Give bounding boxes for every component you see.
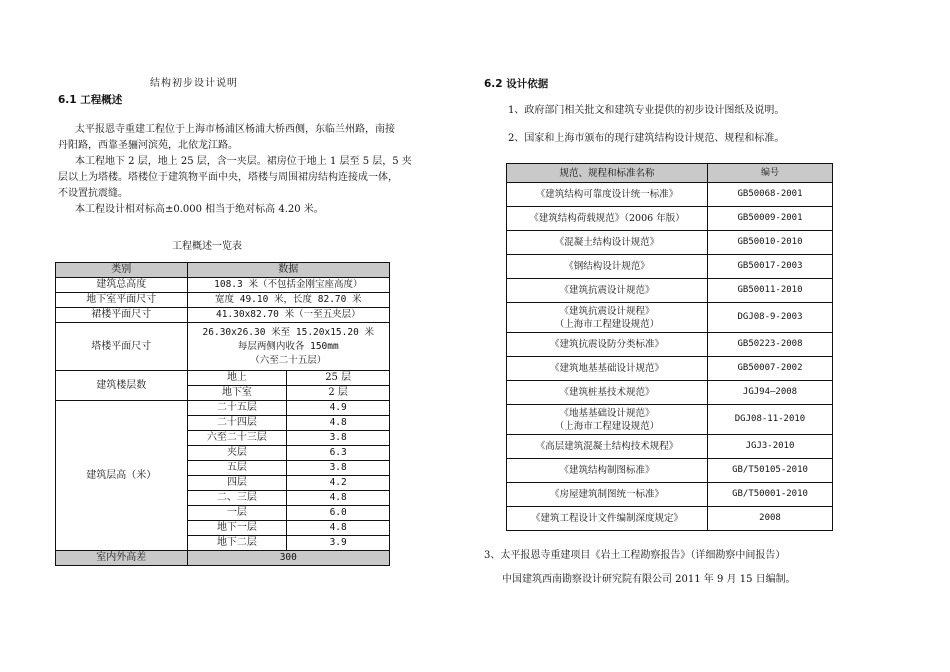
table-row — [507, 303, 833, 333]
storey-height: 6.3 — [287, 446, 390, 461]
overview-paragraph-1a: 太平报恩寺重建工程位于上海市杨浦区杨浦大桥西侧，东临兰州路，南接 — [75, 124, 395, 135]
code-name: 《建筑结构制图标准》 — [559, 465, 655, 476]
row-label: 建筑层高（米） — [56, 401, 188, 551]
table-row — [507, 435, 833, 459]
table-row — [507, 357, 833, 381]
floors-below-value: 2 层 — [287, 386, 390, 401]
basis-item-3-line-2: 中国建筑西南勘察设计研究院有限公司 2011 年 9 月 15 日编制。 — [502, 574, 796, 585]
code-name-cell — [507, 183, 708, 207]
table-row — [507, 507, 833, 531]
table-row — [507, 381, 833, 405]
code-name: 《建筑结构荷载规范》（2006 年版） — [529, 213, 685, 224]
code-name-cell — [507, 405, 708, 435]
code-name-cell — [507, 459, 708, 483]
table-row — [56, 293, 390, 308]
row-value: 41.30x82.70 米（一至五夹层） — [187, 308, 389, 323]
header-code-number: 编号 — [708, 164, 833, 183]
document-title: 结构初步设计说明 — [150, 78, 238, 89]
code-name: 《建筑桩基技术规范》 — [559, 387, 655, 398]
code-name: 《钢结构设计规范》 — [564, 261, 650, 272]
storey-floor: 二十五层 — [187, 401, 287, 416]
code-number: GB50223-2008 — [708, 333, 833, 357]
basis-item-1: 1、政府部门相关批文和建筑专业提供的初步设计图纸及说明。 — [508, 105, 785, 116]
code-name: 《建筑抗震设计规程》 — [559, 305, 655, 317]
code-name-subtitle: （上海市工程建设规范） — [554, 420, 660, 432]
project-overview-table — [55, 262, 390, 566]
row-label: 塔楼平面尺寸 — [56, 323, 188, 371]
storey-floor: 二、三层 — [187, 491, 287, 506]
tower-size-line-3: （六至二十五层） — [250, 354, 327, 366]
table-header-row — [56, 263, 390, 278]
code-name: 《建筑抗震设防分类标准》 — [549, 339, 664, 350]
code-number: GB/T50105-2010 — [708, 459, 833, 483]
header-data: 数据 — [187, 263, 389, 278]
code-name-cell — [507, 507, 708, 531]
table-row — [507, 459, 833, 483]
table-header-row — [507, 164, 833, 183]
code-number: GB50007-2002 — [708, 357, 833, 381]
design-codes-table — [506, 163, 833, 531]
table-row — [56, 371, 390, 386]
table-row — [507, 405, 833, 435]
storey-floor: 六至二十三层 — [187, 431, 287, 446]
section-heading-6-1: 6.1 工程概述 — [58, 94, 123, 106]
storey-floor: 五层 — [187, 461, 287, 476]
code-name-cell — [507, 279, 708, 303]
storey-height: 3.8 — [287, 431, 390, 446]
floors-above-value: 25 层 — [287, 371, 390, 386]
code-name-cell — [507, 207, 708, 231]
row-value: 宽度 49.10 米，长度 82.70 米 — [187, 293, 389, 308]
code-number: JGJ3-2010 — [708, 435, 833, 459]
storey-floor: 地下二层 — [187, 536, 287, 551]
code-name: 《建筑工程设计文件编制深度规定》 — [530, 513, 683, 524]
code-number: GB50010-2010 — [708, 231, 833, 255]
code-number: GB50017-2003 — [708, 255, 833, 279]
row-value: 300 — [187, 551, 389, 566]
table-row — [507, 231, 833, 255]
code-name-cell — [507, 483, 708, 507]
storey-floor: 夹层 — [187, 446, 287, 461]
overview-paragraph-3: 本工程设计相对标高±0.000 相当于绝对标高 4.20 米。 — [75, 204, 324, 215]
table-row — [507, 255, 833, 279]
code-name-cell — [507, 381, 708, 405]
overview-paragraph-2a: 本工程地下 2 层，地上 25 层，含一夹层。裙房位于地上 1 层至 5 层，5 夹 — [75, 156, 412, 167]
code-name-cell — [507, 333, 708, 357]
row-label: 建筑楼层数 — [56, 371, 188, 401]
code-name: 《建筑结构可靠度设计统一标准》 — [535, 189, 679, 200]
code-name: 《建筑抗震设计规范》 — [559, 285, 655, 296]
table-row — [507, 279, 833, 303]
storey-floor: 一层 — [187, 506, 287, 521]
code-name-subtitle: （上海市工程建设规范） — [554, 318, 660, 330]
code-name: 《地基基础设计规范》 — [559, 407, 655, 419]
row-label: 建筑总高度 — [56, 278, 188, 293]
storey-height: 3.9 — [287, 536, 390, 551]
code-number: GB50009-2001 — [708, 207, 833, 231]
code-number: JGJ94—2008 — [708, 381, 833, 405]
code-name-cell — [507, 435, 708, 459]
table-row — [56, 278, 390, 293]
code-number: GB/T50001-2010 — [708, 483, 833, 507]
tower-size-line-1: 26.30x26.30 米至 15.20x15.20 米 — [202, 326, 375, 338]
code-name-cell — [507, 303, 708, 333]
overview-paragraph-2c: 不设置抗震缝。 — [58, 188, 128, 199]
overview-paragraph-1b: 丹阳路，西靠圣骊河滨苑，北依龙江路。 — [58, 140, 238, 151]
header-category: 类别 — [56, 263, 188, 278]
code-number: GB50011-2010 — [708, 279, 833, 303]
code-name: 《房屋建筑制图统一标准》 — [549, 489, 664, 500]
storey-floor: 二十四层 — [187, 416, 287, 431]
row-value: 108.3 米（不包括金刚宝座高度） — [187, 278, 389, 293]
row-value — [187, 323, 389, 371]
section-heading-6-2: 6.2 设计依据 — [484, 78, 549, 90]
table-row — [56, 308, 390, 323]
codes-table-body — [507, 183, 833, 531]
code-name-cell — [507, 357, 708, 381]
storey-height: 4.2 — [287, 476, 390, 491]
storey-floor: 地下一层 — [187, 521, 287, 536]
row-label: 地下室平面尺寸 — [56, 293, 188, 308]
code-number: GB50068-2001 — [708, 183, 833, 207]
storey-height: 4.8 — [287, 491, 390, 506]
table-row — [507, 483, 833, 507]
tower-size-line-2: 每层两侧内收各 150mm — [237, 340, 339, 352]
row-label: 裙楼平面尺寸 — [56, 308, 188, 323]
table-row — [56, 401, 390, 416]
code-name-cell — [507, 231, 708, 255]
overview-paragraph-2b: 层以上为塔楼。塔楼位于建筑物平面中央，塔楼与周围裙房结构连接成一体， — [58, 172, 398, 183]
storey-height: 4.8 — [287, 416, 390, 431]
table-row — [507, 183, 833, 207]
table-row — [507, 207, 833, 231]
code-number: DGJ08-11-2010 — [708, 405, 833, 435]
row-label: 室内外高差 — [56, 551, 188, 566]
basis-item-2: 2、国家和上海市颁布的现行建筑结构设计规范、规程和标准。 — [508, 133, 785, 144]
storey-height: 4.9 — [287, 401, 390, 416]
code-number: 2008 — [708, 507, 833, 531]
basis-item-3-line-1: 3、太平报恩寺重建项目《岩土工程勘察报告》（详细勘察中间报告） — [484, 550, 786, 561]
floors-above-label: 地上 — [187, 371, 287, 386]
table-row — [56, 323, 390, 371]
overview-table-caption: 工程概述一览表 — [172, 241, 242, 252]
storey-height: 6.0 — [287, 506, 390, 521]
floors-below-label: 地下室 — [187, 386, 287, 401]
code-name: 《高层建筑混凝土结构技术规程》 — [535, 441, 679, 452]
storey-height: 4.8 — [287, 521, 390, 536]
code-number: DGJ08-9-2003 — [708, 303, 833, 333]
table-row — [507, 333, 833, 357]
storey-floor: 四层 — [187, 476, 287, 491]
code-name-cell — [507, 255, 708, 279]
code-name: 《混凝土结构设计规范》 — [554, 237, 660, 248]
header-code-name: 规范、规程和标准名称 — [507, 164, 708, 183]
code-name: 《建筑地基基础设计规范》 — [549, 363, 664, 374]
table-row — [56, 551, 390, 566]
storey-height: 3.8 — [287, 461, 390, 476]
